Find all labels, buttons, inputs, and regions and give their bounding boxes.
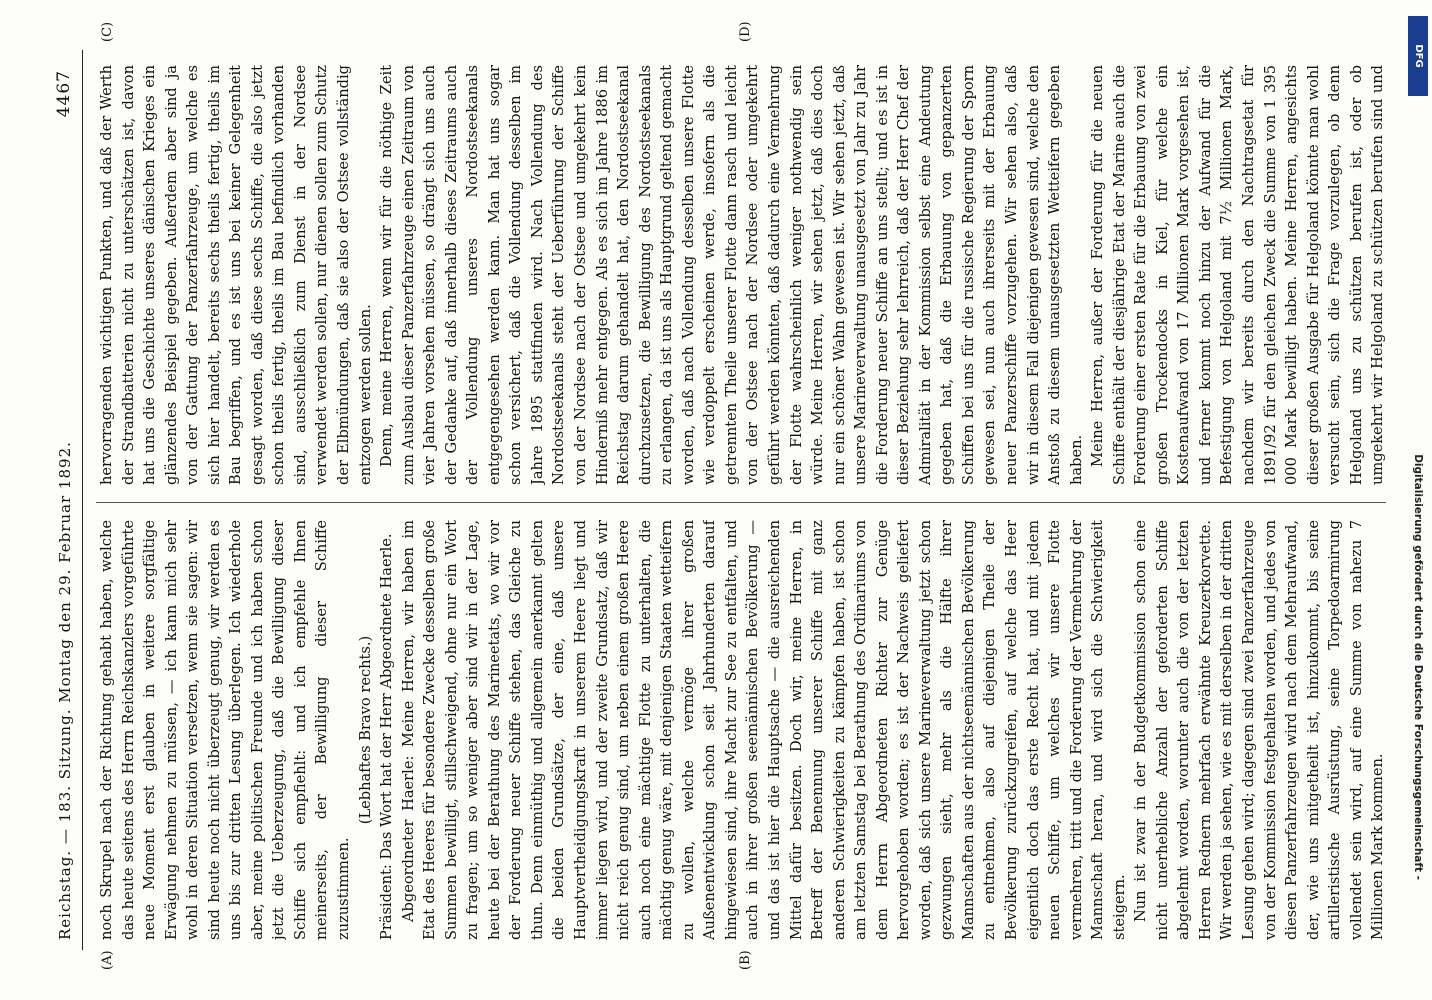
left-column (96, 520, 1386, 940)
margin-marker-c: (C) (100, 21, 115, 42)
page-header (48, 50, 83, 950)
page-number: 4467 (54, 70, 74, 118)
margin-marker-b: (B) (738, 950, 753, 970)
column-divider (96, 502, 1386, 503)
header-title: Reichstag. — 183. Sitzung. Montag den 29. Februar 1892. (56, 441, 74, 940)
dfg-logo-text: DFG (1413, 44, 1424, 68)
paragraph: noch Skrupel nach der Richtung gehabt haben, welche das heute seitens des Herrn Reichskanzlers vorgeführte neue Moment erst glauben in weitere sorgfältige Erwägung nehmen zu müssen, — ich kann mich sehr wohl in deren Situation versetzen, wenn sie sagen: wir sind heute noch nicht überzeugt genug, wir werden es uns bis zur dritten Lesung überlegen. Ich wiederhole aber, meine politischen Freunde und ich haben schon jetzt die Ueberzeugung, daß die Bewilligung dieser Schiffe sich empfiehlt: und ich empfehle Ihnen meinerseits, der Bewilligung dieser Schiffe zuzustimmen. (98, 520, 353, 940)
credit-text: Digitalisierung gefördert durch die Deutsche Forschungsgemeinschaft - (1412, 454, 1424, 880)
applause-note: (Lebhaftes Bravo rechts.) (356, 635, 374, 825)
right-column (96, 65, 1386, 485)
president-statement: Präsident: Das Wort hat der Herr Abgeordnete Haerle. (378, 533, 396, 940)
paragraph: hervorragenden wichtigen Punkten, und daß der Werth der Strandbatterien nicht zu unterschätzen ist, davon hat uns die Geschichte unseres dänischen Krieges ein glänzendes Beispiel gegeben. Außerdem aber sind ja von der Gattung der Panzerfahrzeuge, um welche es sich hier handelt, bereits sechs theils fertig, theils im Bau begriffen, und es ist uns bei keiner Gelegenheit gesagt worden, daß diese sechs Schiffe, die also jetzt schon theils fertig, theils im Bau befindlich vorhanden sind, ausschließlich zum Dienst in der Nordsee verwendet werden sollen, nur dienen sollen zum Schutz der Elbmündungen, daß sie also der Ostsee vollständig entzogen werden sollen. (98, 65, 374, 485)
digitization-credit (1406, 120, 1430, 880)
paragraph: Meine Herren, außer der Forderung für die neuen Schiffe enthält der diesjährige Etat der Marine auch die Forderung einer ersten Rate für die Erbauung von zwei großen Trockendocks in Kiel, für welche ein Kostenaufwand von 17 Millionen Mark vorgesehen ist, und ferner kommt noch hinzu der Aufwand für die Befestigung von Helgoland mit 7½ Millionen Mark, nachdem wir bereits durch den Nachtragsetat für 1891/92 für den gleichen Zweck die Summe von 1 395 000 Mark bewilligt haben. Meine Herren, angesichts dieser großen Ausgabe für Helgoland könnte man wohl versucht sein, sich die Frage vorzulegen, ob denn Helgoland uns zu schützen berufen ist, oder ob umgekehrt wir Helgoland zu schützen berufen sind und (1089, 65, 1386, 485)
paragraph: Nun ist zwar in der Budgetkommission schon eine nicht unerhebliche Anzahl der geforderten Schiffe abgelehnt worden, worunter auch die von der letzten Herren Rednern mehrfach erwähnte Kreuzerkorvette. Wir werden ja sehen, wie es mit derselben in der dritten Lesung gehen wird; dagegen sind zwei Panzerfahrzeuge von der Kommission festgehalten worden, und jedes von diesen Panzerfahrzeugen wird nach dem Mehraufwand, der, wie uns mitgetheilt ist, hinzukommt, bis seine artilleristische Ausrüstung, seine Torpedoarmirung vollendet sein wird, auf eine Summe von nahezu 7 Millionen Mark kommen. (1132, 520, 1386, 940)
margin-marker-a: (A) (100, 950, 115, 970)
margin-marker-d: (D) (738, 21, 753, 42)
speech-paragraph: Abgeordneter Haerle: Meine Herren, wir haben im Etat des Heeres für besondere Zwecke desselben große Summen bewilligt, stillschweigend, ohne nur ein Wort zu fragen; um so weniger aber sind wir in der Lage, heute bei der Berathung des Marineetats, wo wir vor der Forderung neuer Schiffe stehen, das Gleiche zu thun. Denn einmüthig und allgemein anerkannt gelten die beiden Grundsätze, der eine, daß unsere Hauptvertheidigungskraft in unserem Heere liegt und immer liegen wird, und der zweite Grundsatz, daß wir nicht reich genug sind, um neben einem großen Heere auch noch eine mächtige Flotte zu unterhalten, die mächtig genug wäre, mit denjenigen Staaten wetteifern zu wollen, welche vermöge ihrer großen Außenentwicklung schon seit Jahrhunderten darauf hingewiesen sind, ihre Macht zur See zu entfalten, und auch in ihrer großen seemännischen Bevölkerung — und das ist hier die Hauptsache — die ausreichenden Mittel dafür besitzen. Doch wir, meine Herren, in Betreff der Benennung unserer Schiffe mit ganz anderen Schwierigkeiten zu kämpfen haben, ist schon am letzten Samstag bei Berathung des Ordinariums von dem Herrn Abgeordneten Richter zur Genüge hervorgehoben worden; es ist der Nachweis geliefert worden, daß sich unsere Marineverwaltung jetzt schon gezwungen sieht, mehr als die Hälfte ihrer Mannschaften aus der nichtseemännischen Bevölkerung zu entnehmen, also auf diejenigen Theile der Bevölkerung zurückzugreifen, auf welche das Heer eigentlich doch das erste Recht hat, und mit jedem neuen Schiffe, um welches wir unsere Flotte vermehren, tritt und die Forderung der Vermehrung der Mannschaft heran, und wird sich die Schwierigkeit steigern. (399, 520, 1128, 940)
paragraph: Denn, meine Herren, wenn wir für die nöthige Zeit zum Ausbau dieser Panzerfahrzeuge einen Zeitraum von vier Jahren vorsehen müssen, so drängt sich uns auch der Gedanke auf, daß innerhalb dieses Zeitraums auch der Vollendung unseres Nordostseekanals entgegengesehen werden kann. Man hat uns sogar schon versichert, daß die Vollendung desselben im Jahre 1895 stattfinden wird. Nach Vollendung des Nordostseekanals steht der Ueberführung der Schiffe von der Nordsee nach der Ostsee und umgekehrt kein Hinderniß mehr entgegen. Als es sich im Jahre 1886 im Reichstag darum gehandelt hat, den Nordostseekanal durchzusetzen, die Bewilligung des Nordostseekanals zu erlangen, da ist uns als Hauptgrund geltend gemacht worden, daß nach Vollendung desselben unsere Flotte wie verdoppelt erscheinen werde, insofern als die getrennten Theile unserer Flotte dann rasch und leicht von der Ostsee nach der Nordsee oder umgekehrt geführt werden könnten, daß dadurch eine Vermehrung der Flotte wahrscheinlich weniger nothwendig sein würde. Meine Herren, wir sehen jetzt, daß dies doch nur ein schöner Wahn gewesen ist. Wir sehen jetzt, daß unsere Marineverwaltung unausgesetzt von Jahr zu Jahr die Forderung neuer Schiffe an uns stellt; und es ist in dieser Beziehung sehr lehrreich, daß der Herr Chef der Admiralität in der Kommission selbst eine Andeutung gegeben hat, daß die Erbauung von gepanzerten Schiffen bei uns für die russische Regierung der Sporn gewesen sei, nun auch ihrerseits mit der Erbauung neuer Panzerschiffe vorzugehen. Wir sehen also, daß wir in diesem Fall diejenigen gewesen sind, welche den Anstoß zu diesem unausgesetzten Wetteifern gegeben haben. (378, 65, 1085, 485)
dfg-logo (1408, 16, 1428, 96)
